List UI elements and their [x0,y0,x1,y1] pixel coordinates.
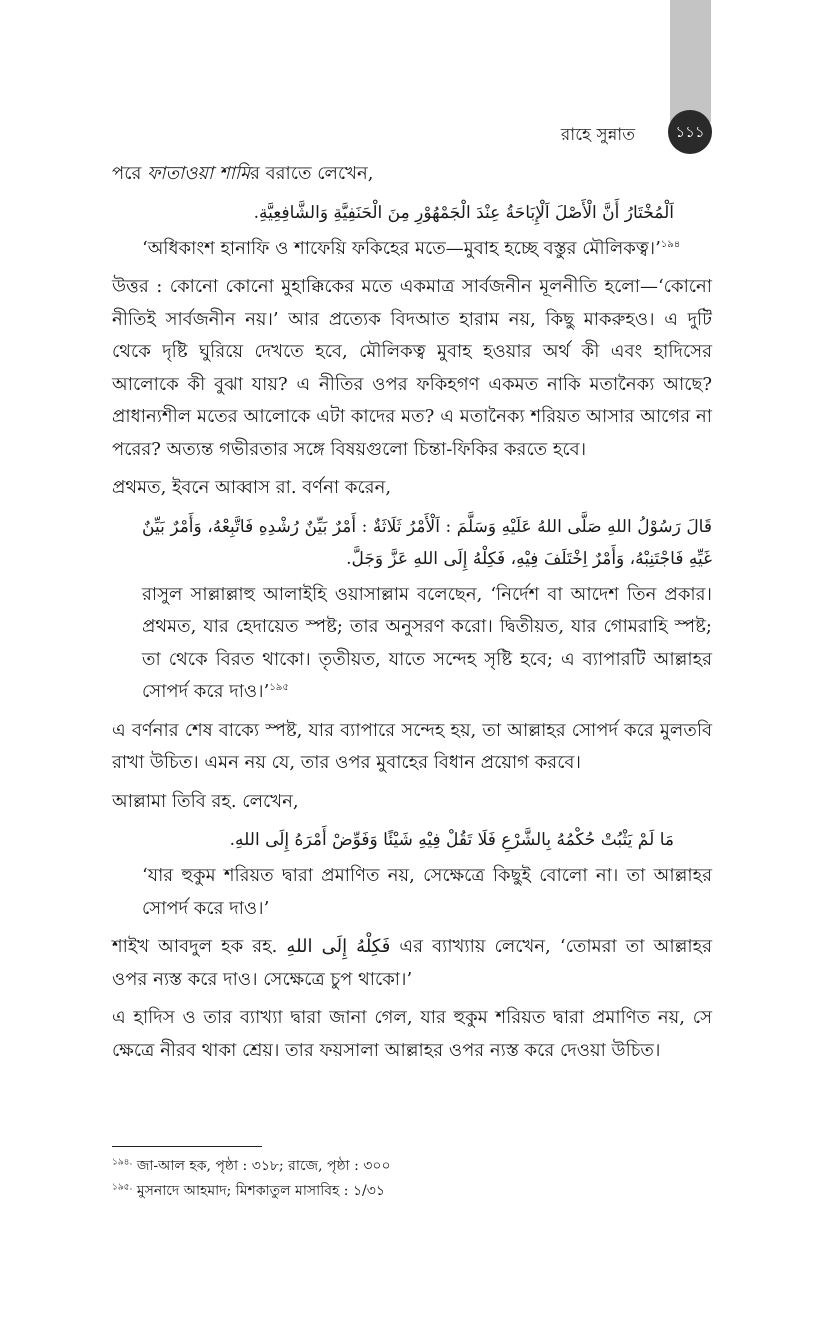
intro-lead: পরে [112,163,148,184]
intro-rest: র বরাতে লেখেন, [250,163,374,184]
arabic-hadith: قَالَ رَسُوْلُ اللهِ صَلَّى اللهُ عَلَيْهِ وَسَلَّمَ : اَلْأَمْرُ ثَلَاثَةٌ : أَمْرٌ بَيِّنٌ رُشْدِهِ فَاتَّبِعْهُ، وَأَمْرٌ بَيِّنٌ غَيِّهِ فَاجْتَنِبْهُ، وَأَمْرٌ اِخْتَلَفَ فِيْهِ، فَكِلْهُ إِلَى اللهِ عَزَّ وَجَلَّ. [142,516,712,569]
footnote-text: জা-আল হক, পৃষ্ঠা : ৩১৮; রাজে, পৃষ্ঠা : ৩০০ [136,1158,391,1174]
translation-quote-1 [142,233,712,266]
abdul-haq-rest: এর ব্যাখ্যায় লেখেন, ‘তোমরা তা আল্লাহর ওপর ন্যস্ত করে দাও। সেক্ষেত্রে চুপ থাকো।’ [112,936,712,990]
running-title: রাহে সুন্নাত [560,125,635,145]
paragraph-answer: উত্তর : কোনো কোনো মুহাক্কিকের মতে একমাত্র সার্বজনীন মূলনীতি হলো—‘কোনো নীতিই সার্বজনীন নয়।’ আর প্রত্যেক বিদআত হারাম নয়, কিছু মাকরুহও। এ দুটি থেকে দৃষ্টি ঘুরিয়ে দেখতে হবে, মৌলিকত্ব মুবাহ হওয়ার অর্থ কী এবং হাদিসের আলোকে কী বুঝা যায়? এ নীতির ওপর ফকিহগণ একমত নাকি মতানৈক্য আছে? প্রাধান্যশীল মতের আলোকে এটা কাদের মত? এ মতানৈক্য শরিয়ত আসার আগের না পরের? অত্যন্ত গভীরতার সঙ্গে বিষয়গুলো চিন্তা-ফিকির করতে হবে। [112,276,712,460]
paragraph-intro [112,158,712,191]
abdul-haq-lead: শাইখ আবদুল হক রহ. [112,936,287,957]
side-tab-marker [670,0,711,122]
footnote-divider [112,1146,262,1147]
footnotes [112,1154,712,1204]
paragraph-tibi: আল্লামা তিবি রহ. লেখেন, [112,790,299,812]
footnote-number: ১৯৪. [112,1157,133,1168]
paragraph-explanation: এ বর্ণনার শেষ বাক্যে স্পষ্ট, যার ব্যাপারে সন্দেহ হয়, তা আল্লাহর সোপর্দ করে মুলতবি রাখা উচিত। এমন নয় যে, তার ওপর মুবাহের বিধান প্রয়োগ করবে। [112,719,712,773]
inline-arabic: فَكِلْهُ إِلَى اللهِ [286,936,391,957]
hadith-translation-text: রাসুল সাল্লাল্লাহু আলাইহি ওয়াসাল্লাম বলেছেন, ‘নির্দেশ বা আদেশ তিন প্রকার। প্রথমত, যার হেদায়েত স্পষ্ট; তার অনুসরণ করো। দ্বিতীয়ত, যার গোমরাহি স্পষ্ট; তা থেকে বিরত থাকো। তৃতীয়ত, যাতে সন্দেহ সৃষ্টি হবে; এ ব্যাপারটি আল্লাহর সোপর্দ করে দাও।’ [142,583,712,702]
book-title-italic: ফাতাওয়া শামি [147,163,250,184]
translation-tibi: ‘যার হুকুম শরিয়ত দ্বারা প্রমাণিত নয়, সেক্ষেত্রে কিছুই বোলো না। তা আল্লাহর সোপর্দ করে দাও।’ [142,865,712,919]
paragraph-abdul-haq [112,931,712,996]
quote-1-text: ‘অধিকাংশ হানাফি ও শাফেয়ি ফকিহের মতে—মুবাহ হচ্ছে বস্তুর মৌলিকত্ব।’ [142,237,661,259]
arabic-quote-1: اَلْمُخْتَارُ أَنَّ الْأَصْلَ اَلْإِبَاحَةُ عِنْدَ الْجَمْهُوْرِ مِنَ الْحَنَفِيَّةِ وَالشَّافِعِيَّةِ. [253,202,674,223]
paragraph-first: প্রথমত, ইবনে আব্বাস রা. বর্ণনা করেন, [112,477,392,498]
footnote-ref-194: ১৯৪ [660,238,681,250]
footnote-195 [112,1179,712,1204]
footnote-194 [112,1154,712,1179]
page-body [112,158,712,1073]
footnote-number: ১৯৫. [112,1182,133,1193]
footnote-ref-195: ১৯৫ [269,682,289,693]
paragraph-conclusion: এ হাদিস ও তার ব্যাখ্যা দ্বারা জানা গেল, যার হুকুম শরিয়ত দ্বারা প্রমাণিত নয়, সে ক্ষেত্রে নীরব থাকা শ্রেয়। তার ফয়সালা আল্লাহর ওপর ন্যস্ত করে দেওয়া উচিত। [112,1007,712,1061]
translation-hadith [142,579,712,709]
page-number-badge: ১১১ [668,110,712,154]
footnote-text: মুসনাদে আহমাদ; মিশকাতুল মাসাবিহ : ১/৩১ [136,1183,385,1199]
arabic-quote-tibi: مَا لَمْ يَثْبُتْ حُكْمُهُ بِالشَّرْعِ فَلَا تَقُلْ فِيْهِ شَيْئًا وَفَوِّضْ أَمْرَهُ إِلَى اللهِ. [229,830,674,850]
